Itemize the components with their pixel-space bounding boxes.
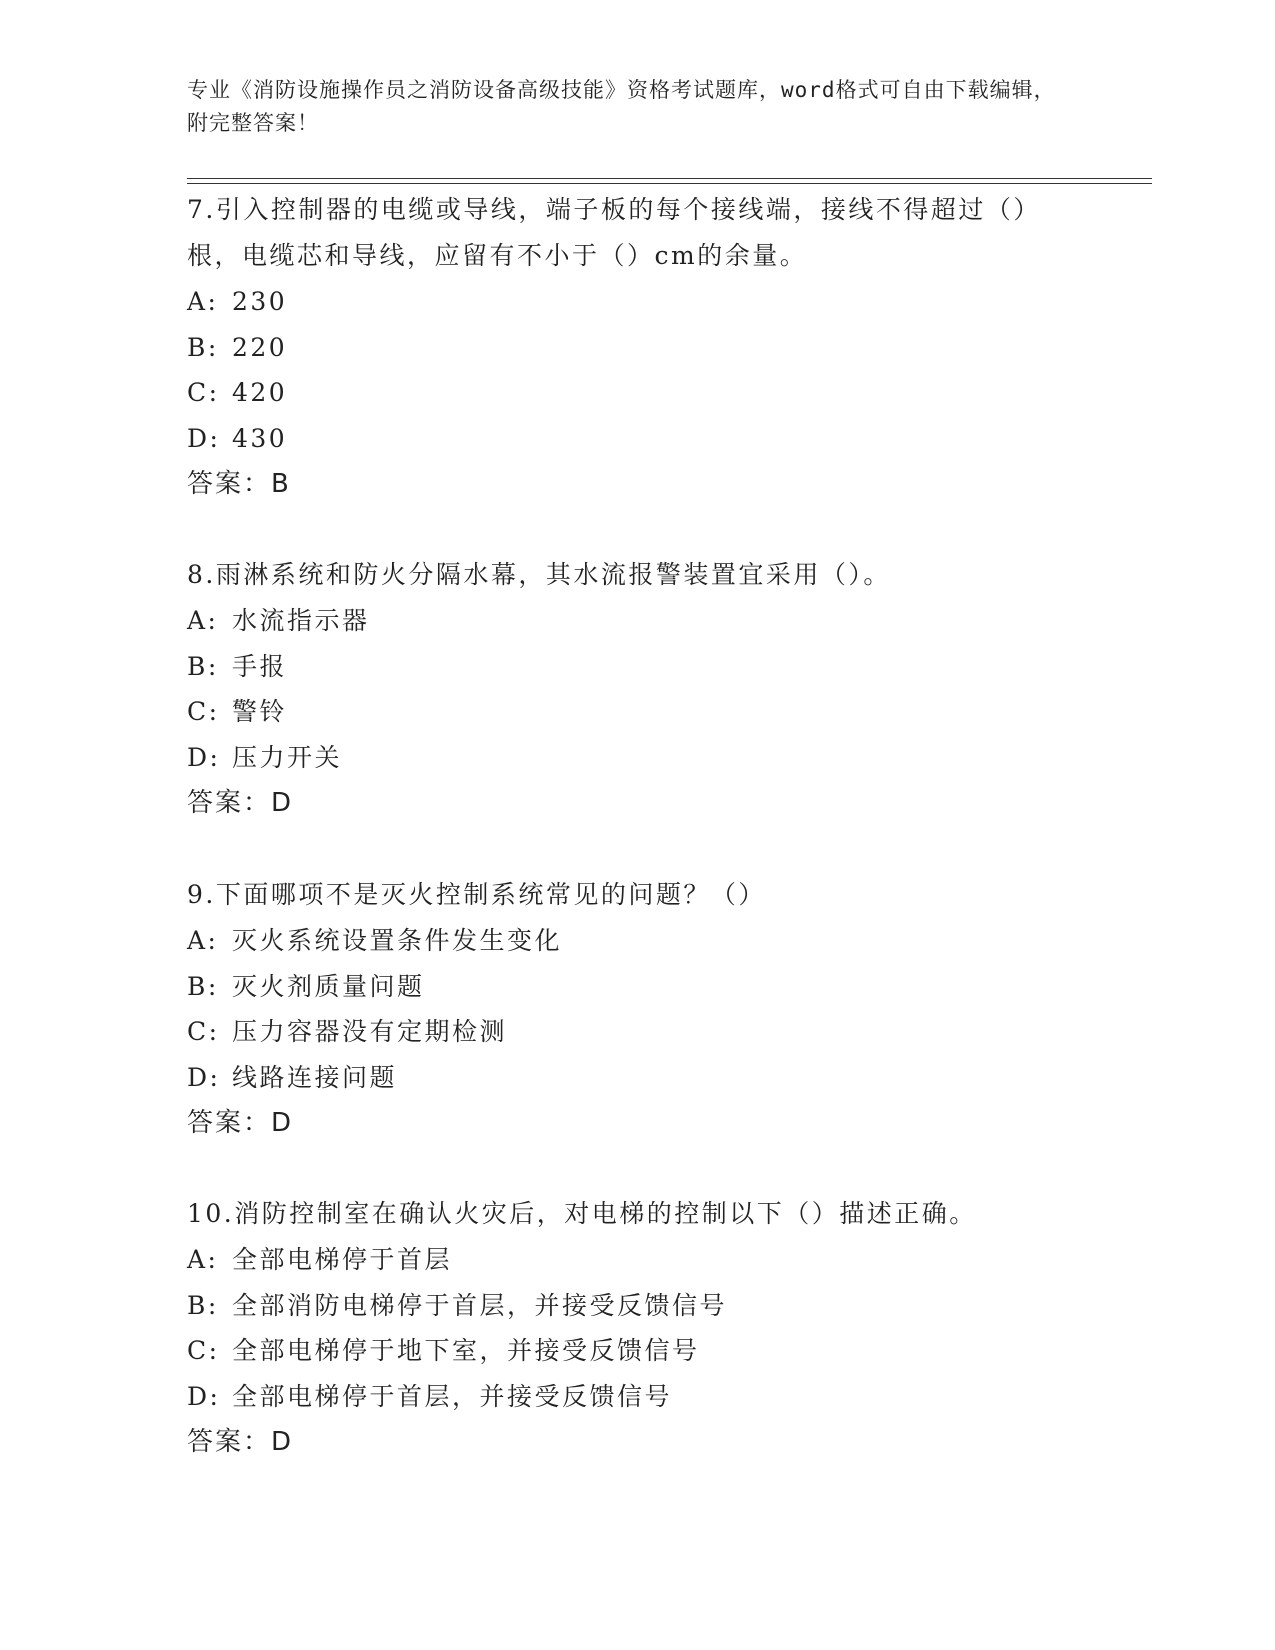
option-key: C: [187, 1017, 220, 1046]
option-value: 230 [232, 287, 288, 316]
option-value: 压力开关 [232, 742, 343, 772]
question-8 [187, 552, 1087, 826]
option-b [187, 325, 1087, 371]
question-9 [187, 872, 1087, 1146]
option-key: B: [187, 332, 219, 362]
option-value: 手报 [232, 651, 288, 681]
option-b [187, 964, 1087, 1010]
option-key: A: [187, 1245, 219, 1274]
option-value: 全部电梯停于首层 [232, 1245, 453, 1274]
option-key: D: [187, 1062, 221, 1092]
option-b [187, 644, 1087, 690]
option-key: A: [187, 287, 219, 316]
option-d [187, 1374, 1087, 1420]
answer: 答案：D [187, 1427, 294, 1457]
option-value: 全部电梯停于首层，并接受反馈信号 [232, 1381, 673, 1411]
option-a [187, 598, 1087, 644]
question-text: 7.引入控制器的电缆或导线，端子板的每个接线端，接线不得超过（）根，电缆芯和导线，应留有不小于（）cm的余量。 [187, 195, 1041, 270]
question-text: 8.雨淋系统和防火分隔水幕，其水流报警装置宜采用（）。 [187, 560, 891, 589]
option-c [187, 1328, 1087, 1374]
option-value: 压力容器没有定期检测 [232, 1017, 508, 1046]
option-value: 水流指示器 [232, 606, 370, 635]
document-header: 专业《消防设施操作员之消防设备高级技能》资格考试题库，word格式可自由下载编辑，附完整答案！ [187, 78, 1056, 135]
option-d [187, 1055, 1087, 1101]
question-text: 10.消防控制室在确认火灾后，对电梯的控制以下（）描述正确。 [187, 1199, 977, 1228]
answer: 答案：B [187, 469, 291, 499]
option-key: C: [187, 1336, 220, 1365]
option-d [187, 416, 1087, 462]
option-key: D: [187, 742, 221, 772]
option-a [187, 918, 1087, 964]
option-key: D: [187, 1381, 221, 1411]
option-a [187, 1237, 1087, 1283]
header-divider-bottom [187, 183, 1152, 184]
option-c [187, 1009, 1087, 1055]
option-value: 全部消防电梯停于首层，并接受反馈信号 [232, 1290, 728, 1320]
option-value: 220 [232, 332, 288, 362]
option-key: B: [187, 651, 219, 681]
question-7 [187, 187, 1087, 507]
answer: 答案：D [187, 788, 294, 818]
option-value: 灭火剂质量问题 [232, 971, 425, 1001]
option-value: 警铃 [232, 697, 288, 726]
option-b [187, 1283, 1087, 1329]
option-value: 线路连接问题 [232, 1062, 398, 1092]
answer: 答案：D [187, 1108, 294, 1138]
option-key: D: [187, 423, 221, 453]
option-d [187, 735, 1087, 781]
option-key: B: [187, 971, 219, 1001]
option-value: 430 [232, 423, 288, 453]
option-key: C: [187, 697, 220, 726]
option-value: 灭火系统设置条件发生变化 [232, 926, 563, 955]
option-c [187, 370, 1087, 416]
option-a [187, 279, 1087, 325]
option-key: B: [187, 1290, 219, 1320]
header-divider-top [187, 178, 1152, 179]
option-key: C: [187, 378, 220, 407]
option-key: A: [187, 606, 219, 635]
question-text: 9.下面哪项不是灭火控制系统常见的问题？（） [187, 880, 766, 909]
option-value: 420 [232, 378, 288, 407]
option-c [187, 689, 1087, 735]
option-key: A: [187, 926, 219, 955]
option-value: 全部电梯停于地下室，并接受反馈信号 [232, 1336, 700, 1365]
question-10 [187, 1191, 1087, 1465]
